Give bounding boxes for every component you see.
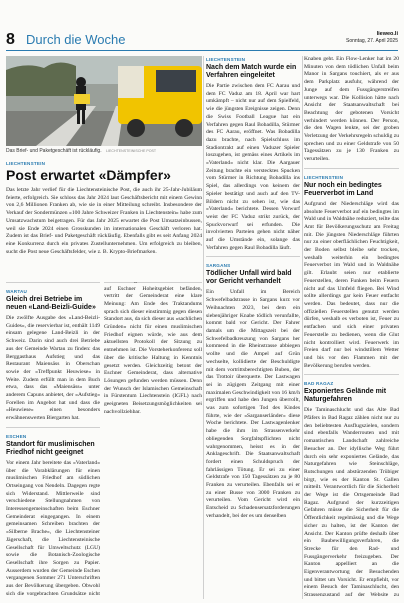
eschen-body-continued: auf Eschner Hoheitsgebiet befänden, vertritt der Gemeinderat eine klare Meinung: Am Ende des Traktandums sprach sich dieser einstimmig gegen diesen Standort aus, da sich dieser aus «sachlichen Gründen» nicht für einen muslimischen Friedhof eignen würde, wie aus dem aktuellsten Protokoll der Sitzung zu entnehmen ist. Die Vorsteherkonferenz soll über die kritische Haltung in Kenntnis gesetzt werden. Gleichzeitig betont der Eschner Gemeinderat, dass alternative Lösungen gefunden werden müssen. Denn der Wunsch der Islamischen Gemeinschaft in Fürstentum Liechtenstein (IGFL) nach geeigneten Beisetzungsmöglichkeiten sei nachvollziehbar.: [104, 285, 202, 415]
badragaz-body: Die Taminaschlucht und das Alte Bad Pfäfers in Bad Ragaz zählen nicht nur zu den beliebtesten Ausflugszielen, sondern sind ebenfalls Wanderrouten und mit romantischen Landschaft zahlreiche Besucher an. Der idyllische Weg führt durch ein sehr exponiertes Gelände, das Naturgefahren wie Steinschläge, Rutschungen und abstürzenden Trübiger birgt, wie es der Kanton St. Gallen mitteilt. Verantwortlich für die Sicherheit der Wege ist die Ortsgemeinde Bad Ragaz. Aufgrund der kurzzeitigen Gefahren müsse die Sicherheit für die Öffentlichkeit regelmässig und die Wege sicher zu halten, ist der Kanton der Ansicht. Der Kanton prüfte deshalb über ein Baubewilligungsverfahren, die Strecke für den Rad- und Fussgängerverkehr freizugeben. Der Kanton appelliert an die Eigenverantwortung der Besuchenden und bittet um Vorsicht. Er empfiehlt, vor einem Besuch der Taminaschlucht, den Strassenzustand auf der Website zu: [304, 407, 399, 599]
sargans-kicker: SARGANS: [206, 263, 231, 269]
caption-text: Das Brief- und Paketgeschäft ist rückläufig.: [6, 148, 102, 154]
sargans-body-continued: Knaben geht. Ein Flow-Lenker hat im 20 Minuten von dem tödlichen Unfall beim Manor in Sargans touchiert, als er aus dem Parkplatz ausfuhr, während der Junge auf dem Fussgängerstreifen unterwegs war. Die Kollision hätte nach Ansicht der Staatsanwaltschaft bei Beachtung der gebotenen Vorsicht verhindert werden können. Der Person, die den Wagen lenkte, sei der groben Verletzung der Verkehrsregeln schuldig zu sprechen und zu einer Geldstrafe von 50 Tagessätzen zu je 130 Franken zu verurteilen.: [304, 56, 399, 163]
column-4: [304, 56, 399, 599]
lead-kicker: LIECHTENSTEIN: [6, 161, 46, 166]
masthead-info: [346, 31, 398, 45]
feuer-headline: Nur noch ein bedingtes Feuerverbot im Land: [304, 181, 382, 197]
badragaz-headline: Exponiertes Gelände mit Naturgefahren: [304, 388, 387, 404]
eschen-kicker: ESCHEN: [6, 433, 27, 439]
brand-name: lieweo.li: [376, 31, 398, 37]
divider: [6, 427, 100, 428]
sargans-body: Ein Unfall im Bereich Schwefelbadstrasse in Sargans kurz vor Weihnachten 2023, bei dem ein siebenjähriger Knabe tödlich verunfallte, kommt bald vor Gericht. Der Fahrer damals um die Mittagszeit bei der Schwefelbadkreuzung von Sargans her kommend in die Rheinstrasse abbiegen wollte und die Ampel auf Grün wechselte, kollidierte der Beschuldigte mit dem vortrittsberechtigten Buben, der das Trottoir überquerte. Der Lastwagen sei in zügigem Zeitgang mit einer maximalen Geschwindigkeit von 16 km/h ergriffen und habe den Jungen überrollt, was zum sofortigen Tod des Kindes führte, wie der «Sarganserländer» diese Woche berichtete. Der Lastwagenlenker habe die ihm im Strassenverkehr obliegenden Sorgfaltspflichten nicht wahrgenommen, heisst es in der Anklageschrift. Die Staatsanwaltschaft fordert einen Schuldspruch der fahrlässigen Tötung. Er sei zu einer Geldstrafe von 150 Tagessätzen zu je 80 Franken zu verurteilen. Ebenfalls sei er zu einer Busse von 3000 Franken zu verurteilen. Vom Gericht wird ein Entscheid zu Schadensersatzforderungen verhandelt, bei der es um denselben: [206, 289, 300, 519]
wartau-body: Die zwölfte Ausgabe des «Land-Beizli-Guides», die reservierbar ist, enthält 1149 einsam gelegene Land-Beizli in der Schweiz. Darin sind auch drei Betriebe aus der Gemeinde Wartau zu finden: das Berggasthaus Aufstieg und das Restaurant Maiensäss in Oberschan sowie der «Treffpunkt Heuwiese» in Weite. Zudem erfüllt man in dem Buch etwa, dass das «Maiensäss» unter anderem Capuns anbietet, der «Aufstieg» Forellen im Angebot hat und dass die «Heuwiese» einen besonders erwähnenswerten Biergarten hat.: [6, 315, 100, 422]
wartau-kicker: WARTAU: [6, 289, 28, 294]
aarau-body: Die Partie zwischen dem FC Aarau und dem FC Vaduz am 18. April war hart umkämpft – nicht nur auf dem Spielfeld, wie die jüngsten Ereignisse zeigen. Denn die Swiss Football League hat ein Verfahren gegen Raul Bobadilla, Stürmer des FC Aarau, eröffnet. Was Bobadilla dazu brachte, nach Spielschluss im Stadiontrakt auf einen Vaduzer Spieler loszugehen, ist gemäss eines Artikels im «Vaterland» nicht klar. Die Aargauer Zeitung brachte ein verstecktes Spucken vom Stürmer in Richtung Bobadilla ins Spiel, das allerdings von keinem der Spieler bestätigt und auch auf den TV-Bildern nicht zu sehen ist, wie das «Vaterland» berichtete. Dessen Vorwurf weist der FC Vaduz strikt zurück, der Spuckvorwurf sei erfunden. Die involvierten Parteien gehen nicht näher auf die Umstände ein, solange das Verfahren gegen Raul Bobadilla läuft.: [206, 83, 300, 251]
divider: [6, 282, 100, 283]
section-title: Durch die Woche: [26, 32, 126, 47]
wartau-headline: Gleich drei Betriebe im neuen «Land-Beizli-Guide»: [6, 296, 96, 311]
issue-date: Sonntag, 27. April 2025: [346, 38, 398, 44]
column-rule: [302, 56, 303, 599]
header-rule: [6, 50, 398, 51]
lead-body: Das letzte Jahr verlief für die Liechtensteinische Post, die auch ihr 25-Jahr-Jubiläum feierte, erfolgreich. Sie schloss das Jahr 2024 laut Geschäftsbericht mit einem Gewinn von 2,6 Millionen Franken ab, wie sie in einer Mitteilung schreibt. Insbesondere der Verkauf der Sondermünzen «100 Jahre Schweizer Franken in Liechtenstein» habe zum Umsatzwachstum beigetragen. Für das Jahr 2025 erwartet die Post Umsatzeinbussen, weil sie Ende 2024 einen Grosskunden im internationalen Geschäft verloren hat. Zudem ist das Brief- und Paketgeschäft rückläufig. Ebenfalls gibt es seit Anfang 2024 eine Konkurrenz durch ein privates Zustellunternehmen. Um erfolgreich zu bleiben, sucht die Post neue Geschäftsfelder, wie z. B. Krypto-Briefmarken.: [6, 187, 202, 255]
aarau-headline: Nach dem Match wurde ein Verfahren eingeleitet: [206, 64, 297, 79]
column-3: [206, 56, 300, 599]
column-rule: [203, 56, 204, 599]
delivery-van-photo: [6, 56, 202, 146]
column-2-bottom: [104, 282, 202, 599]
feuer-kicker: LIECHTENSTEIN: [304, 174, 344, 180]
lead-article: [6, 56, 202, 276]
aarau-kicker: LIECHTENSTEIN: [206, 57, 246, 62]
divider: [304, 168, 399, 169]
divider: [206, 256, 300, 257]
divider: [304, 374, 399, 375]
lead-headline: Post erwartet «Dämpfer»: [6, 167, 171, 183]
lead-photo: [6, 56, 202, 146]
eschen-headline: Standort für muslimischen Friedhof nicht geeignet: [6, 440, 95, 456]
photo-caption: [6, 148, 202, 155]
sargans-headline: Tödlicher Unfall wird bald vor Gericht verhandelt: [206, 270, 292, 286]
column-1-bottom: [6, 282, 100, 599]
badragaz-kicker: BAD RAGAZ: [304, 381, 334, 387]
eschen-body: Vor einem Jahr bereitete das «Vaterland» über die Vorabklärungen für einen muslimischen Friedhof am südlichen Ortseingang von Nendeln. Dagegen regte sich Widerstand. Mittlerweile sind verschiedene Stellungnahmen von Interessengemeinschaften beim Eschner Gemeinderat eingegangen. In einem gemeinsamen Schreiben brachten der «Silberne Brache», die Liechtensteiner Jägerschaft, die Liechtensteinische Gesellschaft für Umweltschutz (LGU) sowie die Botanisch-Zoologische Gesellschaft ihre Sorgen zu Papier. Ausserdem wurden der Gemeinde Eschen vergangenen Sommer 271 Unterschriften aus der Bevölkerung übergeben. Obwohl sich die vorgebrachten Grundsätze nicht: [6, 459, 100, 597]
page-header: [0, 0, 404, 52]
page-number: 8: [6, 31, 15, 48]
photo-credit: LIECHTENSTEINISCHE POST: [106, 149, 157, 153]
feuer-body: Aufgrund der Niederschläge wird das absolute Feuerverbot auf ein bedingtes im Wald und in Waldnähe reduziert, teilte das Amt für Bevölkerungsschutz am Freitag mit. Die jüngsten Niederschläge führten nur zu einer oberflächlichen Feuchtigkeit, der Boden selbst bleibe sehr trocken, weshalb weiterhin ein bedingtes Feuerverbot im Wald und in Waldnähe gilt. Erlaubt seien nur etablierte Feuerstellen, deren Funken beim Feuern nicht auf das Umfeld fliegen. Bei Wind sollte allerdings gar kein Feuer entfacht werden. Das bedeutet, dass nur die offiziellen Feuerstellen genutzt werden dürfen, weshalb es verboten ist, Feuer zu entfachen und sich einer privaten Feuerstelle zu bedienen, wenn die Glut nicht kontrolliert wird. Feuerwerk im Freien darf nur bei windstillem Wetter und bis vor den Flammen mit der Bevölkerung berufen werden.: [304, 200, 399, 369]
